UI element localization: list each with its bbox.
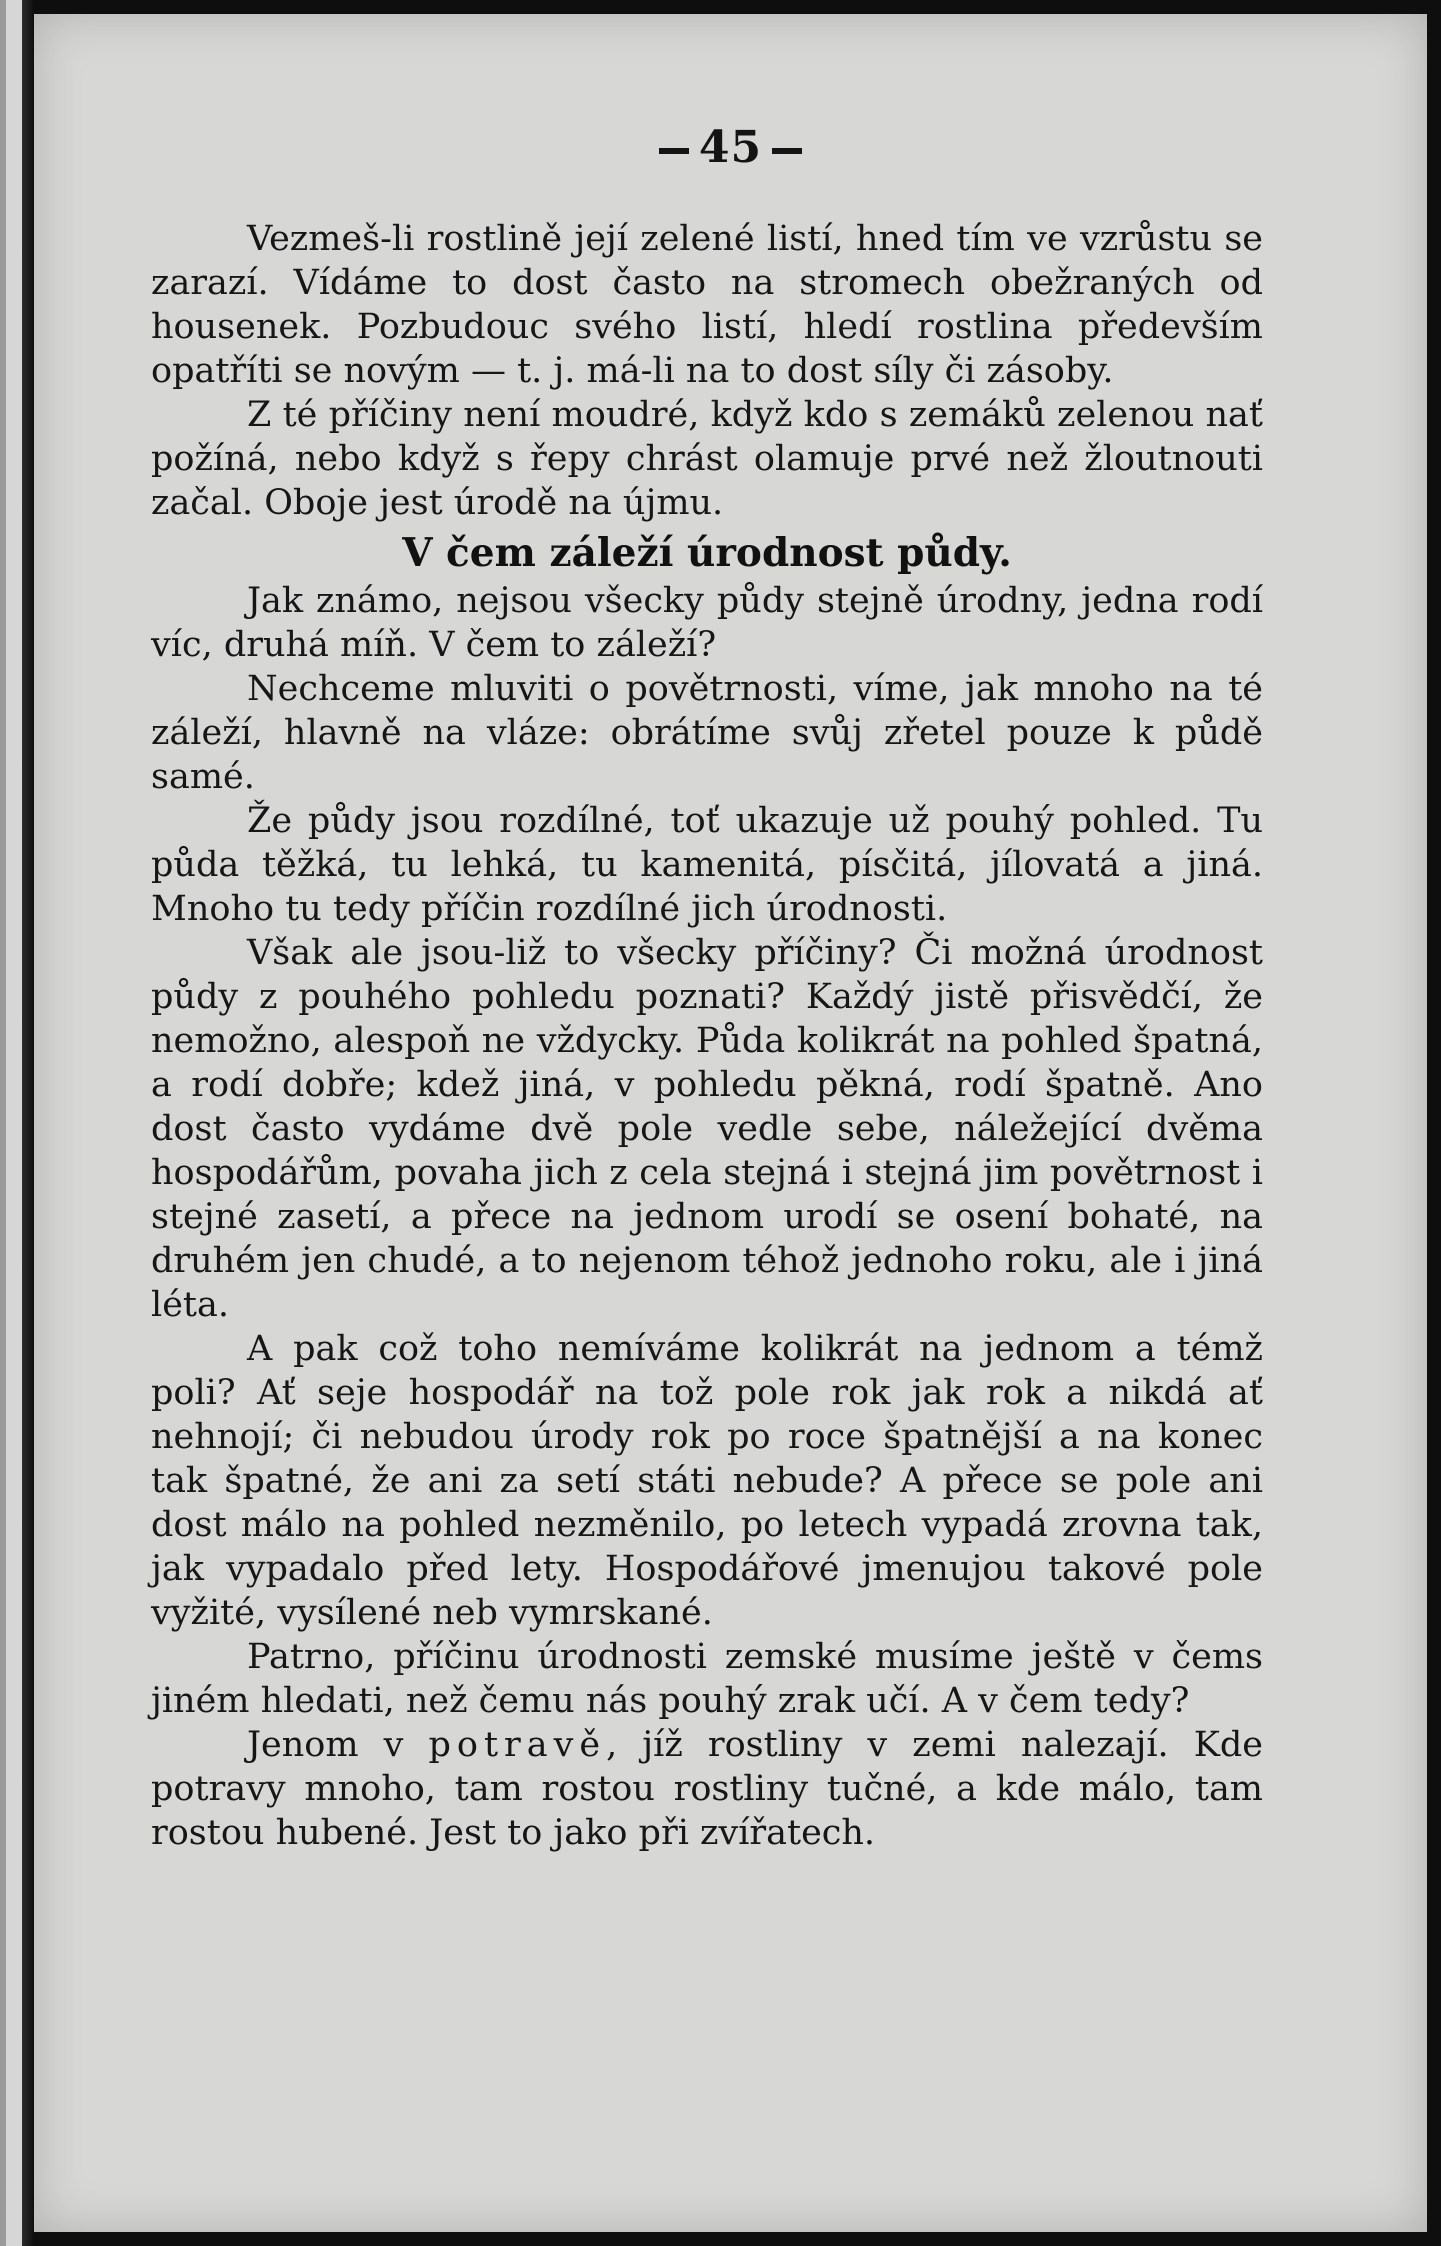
paragraph: Z té příčiny není moudré, když kdo s zemáků zelenou nať požíná, nebo když s řepy chrást olamuje prvé než žloutnouti začal. Oboje jest úrodě na újmu. [151,395,1263,523]
dash-right [772,148,802,154]
dash-left [659,148,689,154]
paragraph-lead: Jenom v [247,1725,404,1765]
page-number [34,122,1427,173]
body-text [151,217,1263,1855]
paragraph: Patrno, příčinu úrodnosti zemské musíme ještě v čems jiném hledati, než čemu nás pouhý zrak učí. A v čem tedy? [151,1637,1263,1721]
paragraph: Však ale jsou-liž to všecky příčiny? Či možná úrodnost půdy z pouhého pohledu poznati? Každý jistě přisvědčí, že nemožno, alespoň ne vždycky. Půda kolikrát na pohled špatná, a rodí dobře; kdež jiná, v pohledu pěkná, rodí špatně. Ano dost často vydáme dvě pole vedle sebe, náležející dvěma hospodářům, povaha jich z cela stejná i stejná jim povětrnost i stejné zasetí, a přece na jednom urodí se osení bohaté, na druhém jen chudé, a to nejenom téhož jednoho roku, ale i jiná léta. [151,933,1263,1325]
section-heading: V čem záleží úrodnost půdy. [402,530,1012,576]
emphasis-word: potravě [428,1725,607,1765]
paragraph-rest: , jíž rostliny v zemi nalezají. Kde potravy mnoho, tam rostou rostliny tučné, a kde málo, tam rostou hubené. Jest to jako při zvířatech. [151,1725,1263,1853]
paragraph: Vezmeš-li rostlině její zelené listí, hned tím ve vzrůstu se zarazí. Vídáme to dost často na stromech obežraných od housenek. Pozbudouc svého listí, hledí rostlina především opatříti se novým — t. j. má-li na to dost síly či zásoby. [151,219,1263,391]
paragraph: Nechceme mluviti o povětrnosti, víme, jak mnoho na té záleží, hlavně na vláze: obrátíme svůj zřetel pouze k půdě samé. [151,669,1263,797]
paragraph: Že půdy jsou rozdílné, toť ukazuje už pouhý pohled. Tu půda těžká, tu lehká, tu kamenitá, písčitá, jílovatá a jiná. Mnoho tu tedy příčin rozdílné jich úrodnosti. [151,801,1263,929]
paragraph-last [151,1723,1263,1855]
page-number-value: 45 [698,122,763,173]
book-page [34,14,1427,2232]
paragraph: Jak známo, nejsou všecky půdy stejně úrodny, jedna rodí víc, druhá míň. V čem to záleží? [151,581,1263,665]
scan-margin [0,0,34,2246]
paragraph: A pak což toho nemíváme kolikrát na jednom a témž poli? Ať seje hospodář na tož pole rok jak rok a nikdá ať nehnojí; či nebudou úrody rok po roce špatnější a na konec tak špatné, že ani za setí státi nebude? A přece se pole ani dost málo na pohled nezměnilo, po letech vypadá zrovna tak, jak vypadalo před lety. Hospodářové jmenujou takové pole vyžité, vysílené neb vymrskané. [151,1329,1263,1633]
